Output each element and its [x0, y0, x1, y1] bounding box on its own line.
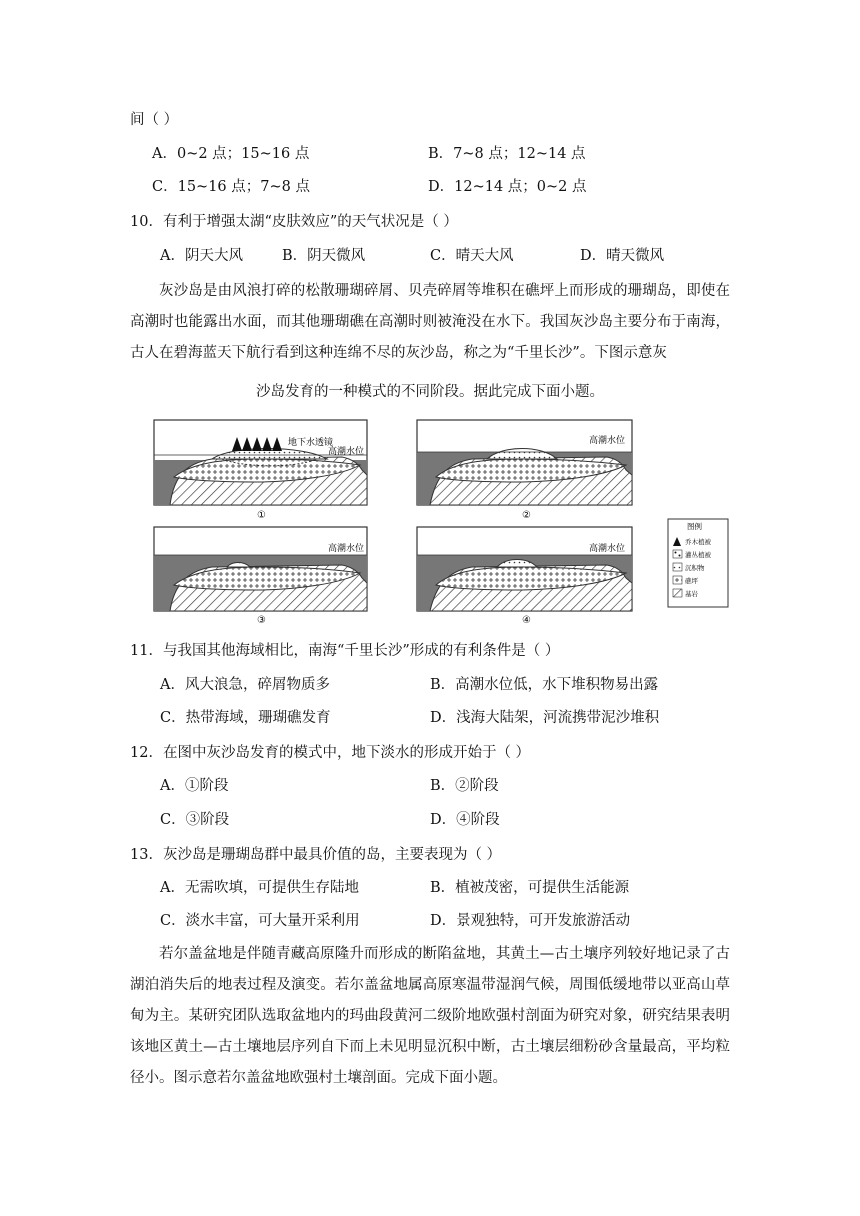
tide-label-4: 高潮水位: [589, 544, 626, 554]
q13-option-d[interactable]: D．景观独特，可开发旅游活动: [430, 913, 631, 929]
q12-option-a[interactable]: A．①阶段: [160, 778, 229, 794]
q10-stem: 10．有利于增强太湖“皮肤效应”的天气状况是（ ）: [130, 214, 458, 230]
panel-stage-1: [154, 420, 367, 521]
q11-option-a[interactable]: A．风大浪急，碎屑物质多: [160, 677, 330, 693]
q12-stem: 12．在图中灰沙岛发育的模式中，地下淡水的形成开始于（ ）: [130, 745, 531, 761]
q11-option-b[interactable]: B．高潮水位低，水下堆积物易出露: [430, 677, 659, 693]
legend-title: 图例: [687, 522, 702, 531]
q11-option-c[interactable]: C．热带海域，珊瑚礁发育: [160, 710, 331, 726]
panel-stage-4: [417, 527, 632, 626]
lens-label: 地下水透镜: [288, 438, 334, 448]
q11-stem: 11．与我国其他海域相比，南海“千里长沙”形成的有利条件是（ ）: [130, 643, 560, 659]
q10-option-b[interactable]: B．阴天微风: [282, 248, 366, 264]
q10-option-d[interactable]: D．晴天微风: [580, 248, 665, 264]
q13-option-a[interactable]: A．无需吹填，可提供生存陆地: [160, 880, 359, 896]
passage-zoige-basin: 若尔盖盆地是伴随青藏高原隆升而形成的断陷盆地，其黄土—古土壤序列较好地记录了古湖泊消失后的地表过程及演变。若尔盖盆地属高原寒温带湿润气候，周围低缓地带以亚高山草甸为主。某研究团队选取盆地内的玛曲段黄河二级阶地欧强村剖面为研究对象，研究结果表明该地区黄土—古土壤地层序列自下而上未见明显沉积中断，古土壤层细粉砂含量最高，平均粒径小。图示意若尔盖盆地欧强村土壤剖面。完成下面小题。: [130, 946, 730, 1086]
q13-stem: 13．灰沙岛是珊瑚岛群中最具价值的岛，主要表现为（ ）: [130, 847, 502, 863]
legend-item-reef: 礁坪: [685, 577, 698, 585]
legend-item-sediment: 沉积物: [685, 564, 705, 572]
legend-item-tree: 乔木植被: [685, 538, 711, 546]
q11-option-d[interactable]: D．浅海大陆架，河流携带泥沙堆积: [430, 710, 660, 726]
q13-option-b[interactable]: B．植被茂密，可提供生活能源: [430, 880, 630, 896]
tide-label-2: 高潮水位: [589, 436, 626, 446]
panel-label-4: ④: [522, 615, 531, 626]
passage-coral-island-last-line: 沙岛发育的一种模式的不同阶段。据此完成下面小题。: [256, 384, 604, 400]
legend-item-shrub: 灌丛植被: [685, 551, 711, 559]
legend-item-bedrock: 基岩: [685, 590, 698, 598]
panel-label-1: ①: [257, 510, 266, 521]
panel-stage-3: [154, 527, 367, 626]
q12-option-d[interactable]: D．④阶段: [430, 812, 500, 828]
passage-coral-island: 灰沙岛是由风浪打碎的松散珊瑚碎屑、贝壳碎屑等堆积在礁坪上而形成的珊瑚岛，即使在高潮时也能露出水面，而其他珊瑚礁在高潮时则被淹没在水下。我国灰沙岛主要分布于南海，古人在碧海蓝天下航行看到这种连绵不尽的灰沙岛，称之为“千里长沙”。下图示意灰: [130, 283, 730, 361]
coral-island-stages-figure: [152, 415, 732, 627]
q12-option-c[interactable]: C．③阶段: [160, 812, 230, 828]
sediment-icon: [673, 563, 682, 571]
legend: [668, 519, 728, 607]
q9-option-d[interactable]: D．12~14 点；0~2 点: [428, 179, 587, 195]
reef-flat-icon: [673, 576, 682, 584]
panel-stage-2: [417, 420, 632, 521]
q9-option-a[interactable]: A．0~2 点；15~16 点: [152, 146, 310, 162]
tide-label-3: 高潮水位: [328, 544, 365, 554]
panel-label-3: ③: [257, 615, 266, 626]
q9-option-c[interactable]: C．15~16 点；7~8 点: [152, 179, 310, 195]
q9-option-b[interactable]: B．7~8 点；12~14 点: [428, 146, 586, 162]
q12-option-b[interactable]: B．②阶段: [430, 778, 499, 794]
q10-option-a[interactable]: A．阴天大风: [160, 248, 243, 264]
q9-stem-tail: 间（ ）: [130, 112, 179, 128]
panel-label-2: ②: [522, 510, 531, 521]
q13-option-c[interactable]: C．淡水丰富，可大量开采利用: [160, 913, 360, 929]
tide-label-1: 高潮水位: [328, 447, 365, 457]
bedrock-icon: [673, 589, 682, 597]
shrub-icon: [673, 550, 682, 558]
q10-option-c[interactable]: C．晴天大风: [430, 248, 514, 264]
